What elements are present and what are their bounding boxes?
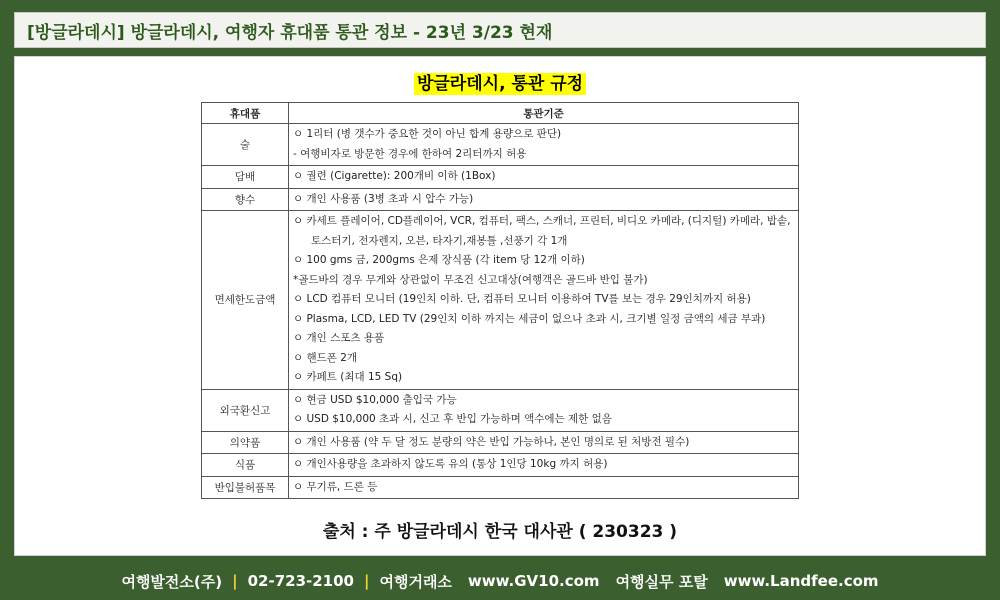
criteria-line: - 여행비자로 방문한 경우에 한하여 2리터까지 허용 <box>293 147 527 160</box>
row-criteria <box>289 188 799 211</box>
criteria-line: ㅇ 궐련 (Cigarette): 200개비 이하 (1Box) <box>293 170 496 182</box>
subtitle-wrap <box>15 73 985 95</box>
table-row <box>202 166 799 189</box>
header-criteria: 통관기준 <box>289 103 799 124</box>
row-category: 반입불허품목 <box>202 476 289 499</box>
criteria-line: ㅇ 카세트 플레이어, CD플레이어, VCR, 컴퓨터, 팩스, 스캐너, 프린터, 비디오 카메라, (디지털) 카메라, 밥솥, <box>293 215 791 227</box>
customs-rules-table <box>201 102 799 499</box>
footer-phone: 02-723-2100 <box>247 572 354 590</box>
criteria-line: ㅇ LCD 컴퓨터 모니터 (19인치 이하. 단, 컴퓨터 모니터 이용하여 TV를 보는 경우 29인치까지 허용) <box>293 293 751 305</box>
table-header-row <box>202 103 799 124</box>
table-row <box>202 476 799 499</box>
row-criteria <box>289 431 799 454</box>
table-row <box>202 124 799 166</box>
footer-separator: | <box>232 572 238 590</box>
row-category: 술 <box>202 124 289 166</box>
footer-portal-link[interactable]: www.Landfee.com <box>723 572 879 590</box>
row-criteria <box>289 211 799 390</box>
header-item: 휴대품 <box>202 103 289 124</box>
criteria-line: ㅇ 개인사용량을 초과하지 않도록 유의 (통상 1인당 10kg 까지 허용) <box>293 458 608 470</box>
table-row <box>202 431 799 454</box>
table-row <box>202 211 799 390</box>
footer-separator: | <box>363 572 370 590</box>
criteria-line: ㅇ 핸드폰 2개 <box>293 351 358 364</box>
row-category: 담배 <box>202 166 289 189</box>
criteria-line: ㅇ 개인 스포츠 용품 <box>293 332 385 344</box>
content-panel <box>14 56 986 556</box>
footer-bar <box>0 568 1000 594</box>
criteria-line: ㅇ 개인 사용품 (3병 초과 시 압수 가능) <box>293 192 474 205</box>
row-category: 향수 <box>202 188 289 211</box>
criteria-line: ㅇ Plasma, LCD, LED TV (29인치 이하 까지는 세금이 없으나 초과 시, 크기별 일정 금액의 세금 부과) <box>293 312 766 325</box>
criteria-line: ㅇ 개인 사용품 (약 두 달 정도 분량의 약은 반입 가능하나, 본인 명의로 된 처방전 필수) <box>293 435 690 448</box>
section-subtitle: 방글라데시, 통관 규정 <box>414 73 586 95</box>
row-category: 의약품 <box>202 431 289 454</box>
criteria-line: ㅇ 100 gms 금, 200gms 은제 장식품 (각 item 당 12개 이하) <box>293 254 585 266</box>
row-criteria <box>289 476 799 499</box>
criteria-line: 토스터기, 전자렌지, 오븐, 타자기,재봉틀 ,선풍기 각 1개 <box>311 234 568 247</box>
table-row <box>202 188 799 211</box>
table-row <box>202 389 799 431</box>
table-row <box>202 454 799 477</box>
footer-exchange-label: 여행거래소 <box>379 572 452 591</box>
row-category: 외국환신고 <box>202 389 289 431</box>
footer-portal-label: 여행실무 포탈 <box>615 572 708 591</box>
page-title: [방글라데시] 방글라데시, 여행자 휴대품 통관 정보 - 23년 3/23 현재 <box>27 22 553 43</box>
criteria-line: ㅇ 현금 USD $10,000 출입국 가능 <box>293 393 457 406</box>
source-citation: 출처 : 주 방글라데시 한국 대사관 ( 230323 ) <box>322 522 678 542</box>
row-category: 면세한도금액 <box>202 211 289 390</box>
criteria-line: ㅇ 카페트 (최대 15 Sq) <box>293 371 403 383</box>
row-criteria <box>289 454 799 477</box>
footer-company: 여행발전소(주) <box>121 572 223 591</box>
row-criteria <box>289 166 799 189</box>
criteria-line: *골드바의 경우 무게와 상관없이 무조건 신고대상(여행객은 골드바 반입 불가) <box>293 273 648 286</box>
row-category: 식품 <box>202 454 289 477</box>
footer-exchange-link[interactable]: www.GV10.com <box>467 572 600 590</box>
criteria-line: ㅇ USD $10,000 초과 시, 신고 후 반입 가능하며 액수에는 제한 없음 <box>293 413 612 425</box>
row-criteria <box>289 389 799 431</box>
page-title-bar <box>14 12 986 48</box>
criteria-line: ㅇ 무기류, 드론 등 <box>293 480 378 493</box>
table-body <box>202 124 799 499</box>
criteria-line: ㅇ 1리터 (병 갯수가 중요한 것이 아닌 합계 용량으로 판단) <box>293 128 562 140</box>
row-criteria <box>289 124 799 166</box>
